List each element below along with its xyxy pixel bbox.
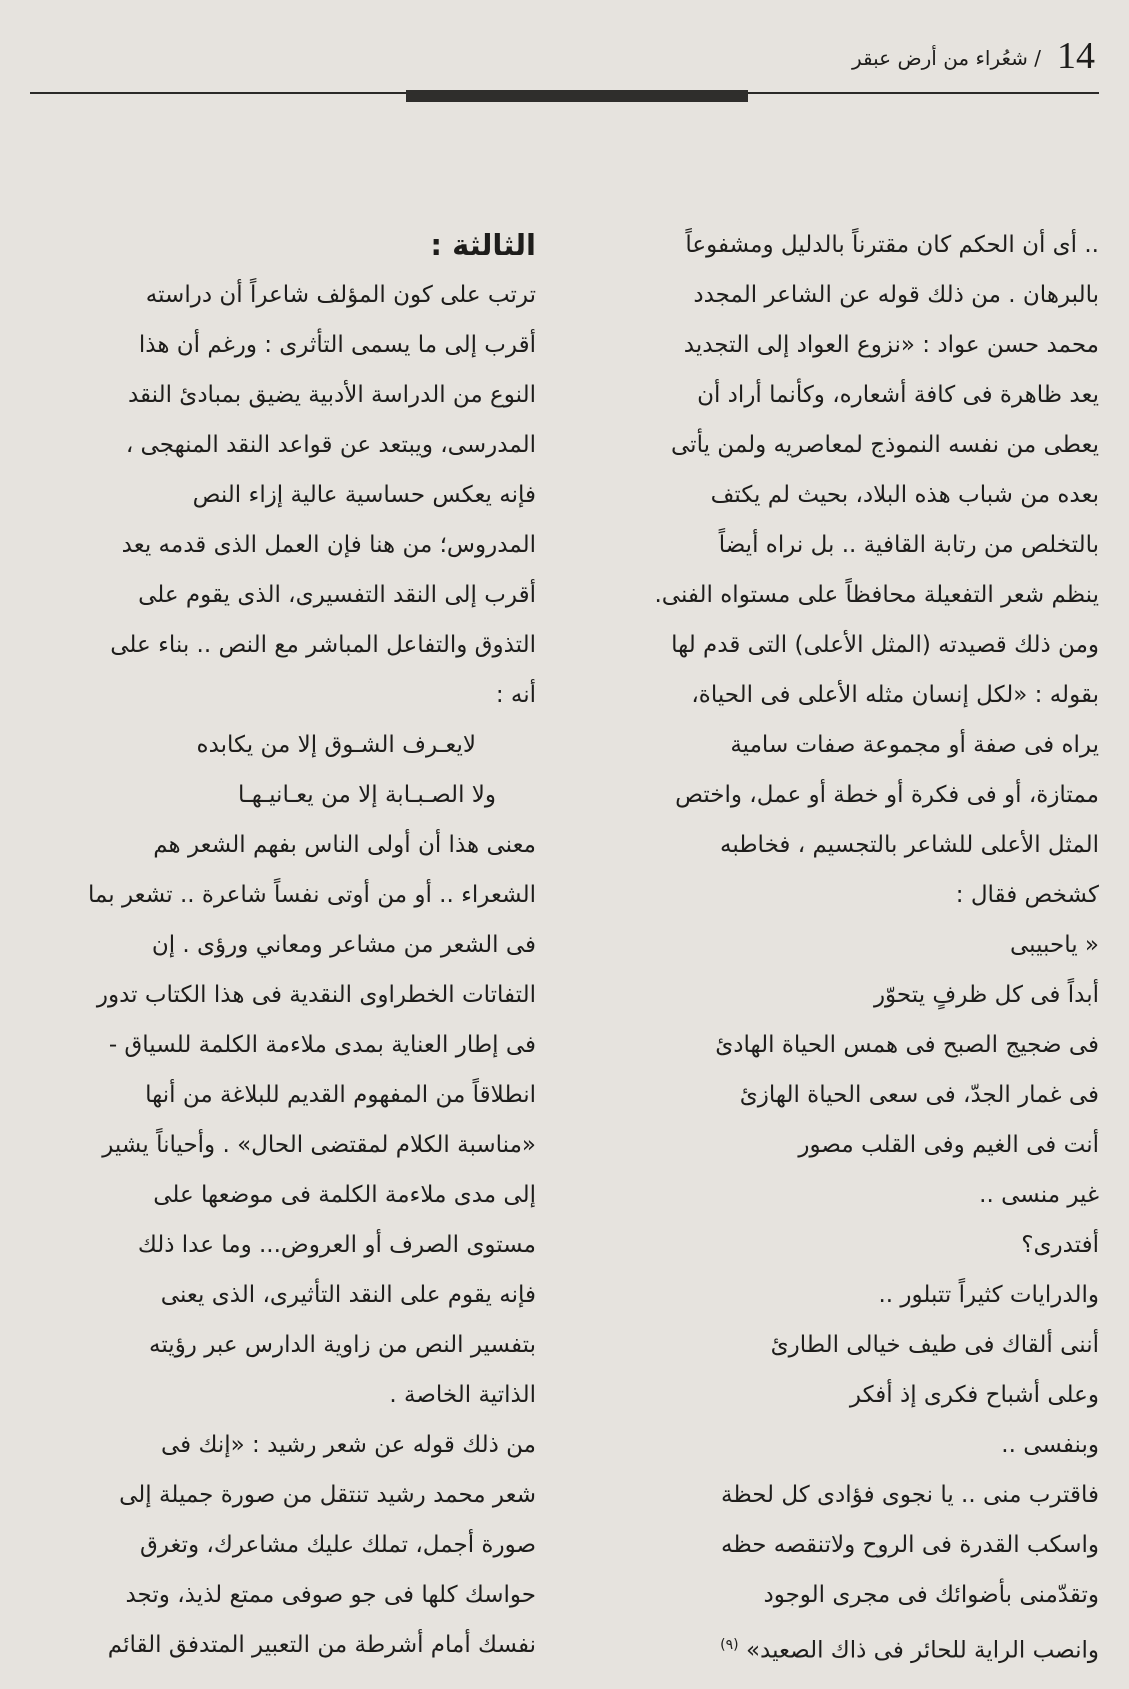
section-heading: الثالثة : [430, 228, 536, 262]
poem-line-last [584, 1620, 1099, 1670]
poem-line: أفتدرى؟ [1021, 1232, 1099, 1258]
left-column [44, 220, 536, 1670]
text-line: فإنه يقوم على النقد التأثيرى، الذى يعنى [160, 1282, 536, 1308]
text-line: يراه فى صفة أو مجموعة صفات سامية [730, 732, 1099, 758]
poem-line: وبنفسى .. [1001, 1432, 1099, 1458]
poem-line: وعلى أشباح فكرى إذ أفكر [849, 1382, 1099, 1408]
verse-line: ولا الصـبـابة إلا من يعـانيـهـا [238, 782, 496, 808]
text-line: شعر محمد رشيد تنتقل من صورة جميلة إلى [119, 1482, 536, 1508]
text-line: حواسك كلها فى جو صوفى ممتع لذيذ، وتجد [125, 1582, 536, 1608]
text-line: مستوى الصرف أو العروض... وما عدا ذلك [137, 1232, 536, 1258]
text-line: بالتخلص من رتابة القافية .. بل نراه أيضاً [718, 532, 1099, 558]
text-line: ترتب على كون المؤلف شاعراً أن دراسته [145, 282, 536, 308]
poem-line: والدرايات كثيراً تتبلور .. [878, 1282, 1099, 1308]
text-line: إلى مدى ملاءمة الكلمة فى موضعها على [153, 1182, 536, 1208]
footnote-marker: (٩) [720, 1637, 739, 1653]
text-line: بالبرهان . من ذلك قوله عن الشاعر المجدد [693, 282, 1099, 308]
text-line: «مناسبة الكلام لمقتضى الحال» . وأحياناً يشير [102, 1132, 536, 1158]
poem-line: واسكب القدرة فى الروح ولاتنقصه حظه [721, 1532, 1099, 1558]
text-line: يعد ظاهرة فى كافة أشعاره، وكأنما أراد أن [697, 382, 1099, 408]
text-line: الذاتية الخاصة . [389, 1382, 536, 1408]
text-line: التفاتات الخطراوى النقدية فى هذا الكتاب تدور [96, 982, 536, 1008]
poem-line: فاقترب منى .. يا نجوى فؤادى كل لحظة [721, 1482, 1099, 1508]
text-line: فإنه يعكس حساسية عالية إزاء النص [192, 482, 536, 508]
poem-line: فى ضجيج الصبح فى همس الحياة الهادئ [715, 1032, 1099, 1058]
poem-line-text: وانصب الراية للحائر فى ذاك الصعيد» [738, 1637, 1099, 1664]
poem-line: فى غمار الجدّ، فى سعى الحياة الهازئ [739, 1082, 1099, 1108]
text-line: يعطى من نفسه النموذج لمعاصريه ولمن يأتى [671, 432, 1099, 458]
text-line: انطلاقاً من المفهوم القديم للبلاغة من أنها [145, 1082, 536, 1108]
text-line: من ذلك قوله عن شعر رشيد : «إنك فى [160, 1432, 536, 1458]
text-line: أقرب إلى النقد التفسيرى، الذى يقوم على [138, 582, 536, 608]
poem-line: أبداً فى كل ظرفٍ يتحوّر [873, 982, 1099, 1008]
running-title: / شعُراء من أرض عبقر [851, 46, 1041, 70]
header-rule-accent [406, 90, 748, 102]
text-line: محمد حسن عواد : «نزوع العواد إلى التجديد [683, 332, 1099, 358]
text-line: صورة أجمل، تملك عليك مشاعرك، وتغرق [139, 1532, 536, 1558]
poem-line: « ياحبيبى [1009, 932, 1099, 958]
text-line: الشعراء .. أو من أوتى نفساً شاعرة .. تشعر بما [87, 882, 536, 908]
page-number: 14 [1057, 35, 1095, 77]
poem-line: وتقدّمنى بأضوائك فى مجرى الوجود [763, 1582, 1099, 1608]
poem-line: أننى ألقاك فى طيف خيالى الطارئ [770, 1332, 1099, 1358]
verse-line: لايعـرف الشـوق إلا من يكابده [196, 732, 476, 758]
poem-line: غير منسى .. [979, 1182, 1099, 1208]
text-line: المدروس؛ من هنا فإن العمل الذى قدمه يعد [121, 532, 536, 558]
text-line: بتفسير النص من زاوية الدارس عبر رؤيته [149, 1332, 536, 1358]
text-line: أنه : [495, 682, 536, 708]
text-line: ومن ذلك قصيدته (المثل الأعلى) التى قدم لها [671, 632, 1099, 658]
right-column [584, 220, 1099, 1670]
text-line: بقوله : «لكل إنسان مثله الأعلى فى الحياة، [691, 682, 1099, 708]
text-line: المدرسى، ويبتعد عن قواعد النقد المنهجى ، [125, 432, 536, 458]
text-line: معنى هذا أن أولى الناس بفهم الشعر هم [153, 832, 536, 858]
text-line: كشخص فقال : [955, 882, 1099, 908]
text-line: التذوق والتفاعل المباشر مع النص .. بناء على [110, 632, 536, 658]
text-line: ممتازة، أو فى فكرة أو خطة أو عمل، واختص [675, 782, 1099, 808]
text-line: نفسك أمام أشرطة من التعبير المتدفق القائم [107, 1632, 536, 1658]
text-line: بعده من شباب هذه البلاد، بحيث لم يكتف [710, 482, 1099, 508]
text-line: أقرب إلى ما يسمى التأثرى : ورغم أن هذا [138, 332, 536, 358]
text-line: فى إطار العناية بمدى ملاءمة الكلمة للسياق - [108, 1032, 536, 1058]
text-line: ينظم شعر التفعيلة محافظاً على مستواه الفنى. [654, 582, 1099, 608]
text-line: .. أى أن الحكم كان مقترناً بالدليل ومشفوعاً [685, 232, 1099, 258]
page-header [30, 34, 1099, 104]
text-line: فى الشعر من مشاعر ومعاني ورؤى . إن [151, 932, 536, 958]
text-line: المثل الأعلى للشاعر بالتجسيم ، فخاطبه [719, 832, 1099, 858]
text-line: النوع من الدراسة الأدبية يضيق بمبادئ النقد [127, 382, 536, 408]
poem-line: أنت فى الغيم وفى القلب مصور [798, 1132, 1099, 1158]
